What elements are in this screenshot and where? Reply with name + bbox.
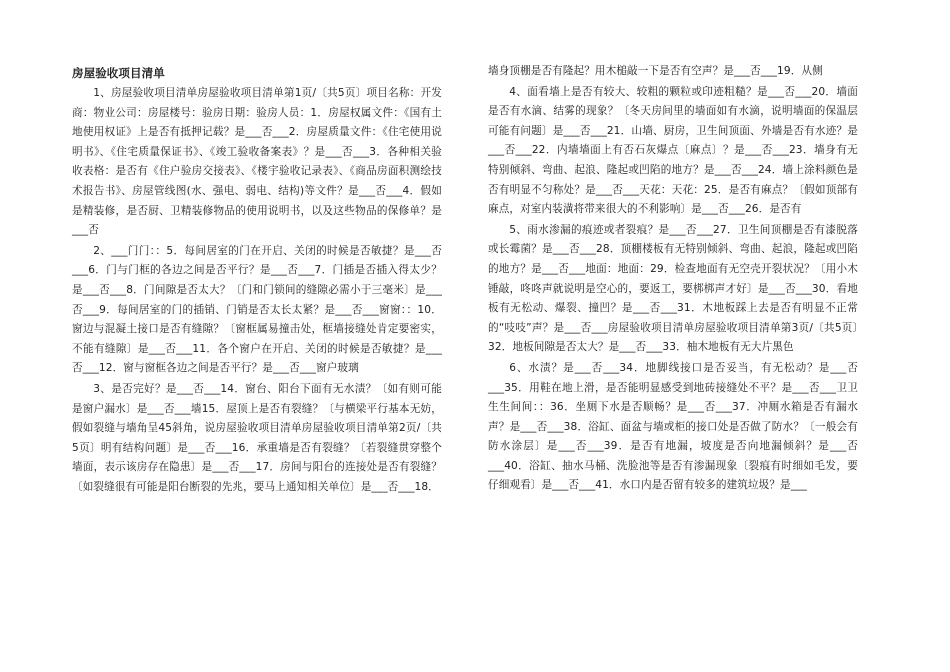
paragraph-continuation: 墙身顶棚是否有隆起？用木槌敲一下是否有空声？是___否___19．从侧 <box>488 65 823 77</box>
left-column <box>72 62 442 498</box>
paragraph: 5、雨水渗漏的痕迹或者裂痕？是___否___27．卫生间顶棚是否有漆脱落或长霉菌？是___否___28．顶棚楼板有无特别倾斜、弯曲、起浪，隆起或凹陷的地方？是___否___地面：地面：29．检查地面有无空壳开裂状况？〔用小木锤敲，咚咚声就说明是空心的，要返工，要梆梆声才好〕是___否___30．看地板有无松动、爆裂、撞凹？是___否___31．木地板踩上去是否有明显不正常的“吱吱”声？是___否___房屋验收项目清单房屋验收项目清单第3页/〔共5页〕32．地板间隙是否太大？是___否___33．柚木地板有无大片黑色 <box>488 223 858 354</box>
paragraph: 1、房屋验收项目清单房屋验收项目清单第1页/〔共5页〕项目名称：开发商：物业公司：房屋楼号：验房日期：验房人员：1．房屋权属文件：《国有土地使用权证》上是否有抵押记载？是___否___2．房屋质量文件：《住宅使用说明书》、《住宅质量保证书》、《竣工验收备案表》？是___否___3．各种相关验收表格：是否有《住户验房交接表》、《楼宇验收记录表》、《商品房面积测绘技术报告书》、房屋管线图(水、强电、弱电、结构)等文件？是___否___4．假如是精装修，是否厨、卫精装修物品的使用说明书，以及这些物品的保修单？是___否 <box>72 87 442 237</box>
paragraph: 2、___门门：：5．每间居室的门在开启、关闭的时候是否敏捷？是___否___6．门与门框的各边之间是否平行？是___否___7．门插是否插入得太少？是___否___8．门间隙是否太大？〔门和门锁间的缝隙必需小于三毫米〕是___否___9．每间居室的门的插销、门销是否太长太紧？是___否___窗窗：：10．窗边与混凝土接口是否有缝隙？〔窗框属易撞击处，框墙接缝处肯定要密实，不能有缝隙〕是___否___11．各个窗户在开启、关闭的时候是否敏捷？是___否___12．窗与窗框各边之间是否平行？是___否___窗户玻璃 <box>72 244 442 375</box>
right-column <box>488 62 858 497</box>
paragraph: 3、是否完好？是___否___14．窗台、阳台下面有无水渍？〔如有则可能是窗户漏水〕是___否___墙15．屋顶上是否有裂缝？〔与横梁平行基本无妨，假如裂缝与墙角呈45斜角，说房屋验收项目清单房屋验收项目清单第2页/〔共5页〕明有结构问题〕是___否___16．承重墙是否有裂缝？〔若裂缝贯穿整个墙面，表示该房存在隐患〕是___否___17．房间与阳台的连接处是否有裂缝？〔如裂缝很有可能是阳台断裂的先兆，要马上通知相关单位〕是___否___18． <box>72 382 442 493</box>
document-title: 房屋验收项目清单 <box>72 66 165 80</box>
paragraph: 6、水渍？是___否___34．地脚线接口是否妥当，有无松动？是___否___35．用鞋在地上滑，是否能明显感受到地砖接缝处不平？是___否___卫卫生生间间：：36．坐厕下水是否顺畅？是___否___37．冲厕水箱是否有漏水声？是___否___38．浴缸、面盆与墙或柜的接口处是否做了防水？〔一般会有防水涂层〕是___否___39．是否有地漏，坡度是否向地漏倾斜？是___否___40．浴缸、抽水马桶、洗脸池等是否有渗漏现象〔裂痕有时细如毛发，要仔细观看〕是___否___41．水口内是否留有较多的建筑垃圾？是___ <box>488 361 858 492</box>
paragraph: 4、面看墙上是否有较大、较粗的颗粒或印迹粗糙？是___否___20．墙面是否有水滴、结雾的现象？〔冬天房间里的墙面如有水滴，说明墙面的保温层可能有问题〕是___否___21．山墙、厨房，卫生间顶面、外墙是否有水迹？是___否___22．内墙墙面上有否石灰爆点〔麻点〕？是___否___23．墙身有无特别倾斜、弯曲、起浪、隆起或凹陷的地方？是___否___24．墙上涂料颜色是否有明显不匀称处？是___否___天花：天花：25．是否有麻点？〔假如顶部有麻点，对室内装潢将带来很大的不利影响〕是___否___26．是否有 <box>488 85 858 216</box>
